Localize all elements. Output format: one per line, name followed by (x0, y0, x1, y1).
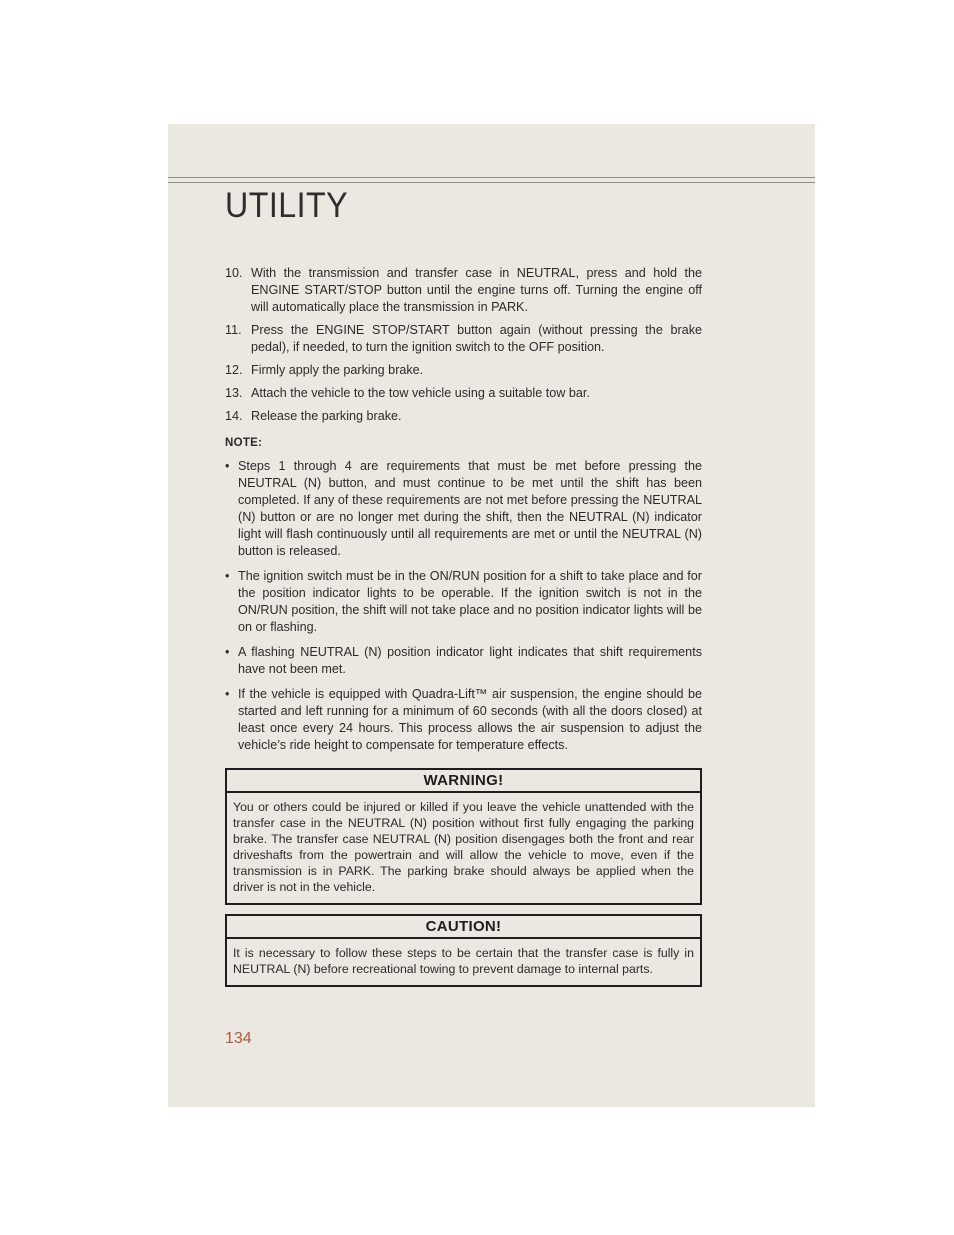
step-number: 13. (225, 386, 243, 400)
bullet-text: Steps 1 through 4 are requirements that must be met before pressing the NEUTRAL (N) button, and must continue to be met until the shift has been completed. If any of these requirements are not met before pressing the NEUTRAL (N) button or are no longer met during the shift, then the NEUTRAL (N) indicator light will flash continuously until all requirements are met or until the NEUTRAL (N) button is released. (238, 459, 702, 558)
step-number: 11. (225, 323, 242, 337)
warning-heading: WARNING! (227, 770, 700, 793)
caution-heading: CAUTION! (227, 916, 700, 939)
bullet-icon: • (225, 687, 230, 701)
step-number: 10. (225, 266, 243, 280)
bullet-icon: • (225, 459, 230, 473)
step-item (225, 265, 702, 316)
step-number: 14. (225, 409, 243, 423)
step-text: Attach the vehicle to the tow vehicle using a suitable tow bar. (251, 386, 590, 400)
header-rule-bottom (168, 182, 815, 183)
page-number: 134 (225, 1030, 252, 1047)
step-item (225, 408, 702, 425)
step-item (225, 322, 702, 356)
caution-box (225, 914, 702, 987)
bullet-text: A flashing NEUTRAL (N) position indicator light indicates that shift requirements have not been met. (238, 645, 702, 676)
note-bullet (225, 458, 702, 560)
content (225, 265, 702, 987)
note-bullet (225, 686, 702, 754)
step-text: Firmly apply the parking brake. (251, 363, 424, 377)
header-rule-top (168, 177, 815, 178)
note-bullet (225, 644, 702, 678)
step-item (225, 385, 702, 402)
step-item (225, 362, 702, 379)
bullet-text: The ignition switch must be in the ON/RUN position for a shift to take place and for the position indicator lights to be operable. If the ignition switch is not in the ON/RUN position, the shift will not take place and no position indicator lights will be on or flashing. (238, 569, 702, 634)
step-text: Press the ENGINE STOP/START button again (without pressing the brake pedal), if needed, to turn the ignition switch to the OFF position. (251, 323, 702, 354)
step-number: 12. (225, 363, 243, 377)
note-heading: NOTE: (225, 437, 263, 449)
bullet-icon: • (225, 645, 230, 659)
bullet-icon: • (225, 569, 230, 583)
bullet-text: If the vehicle is equipped with Quadra-Lift™ air suspension, the engine should be started and left running for a minimum of 60 seconds (with all the doors closed) at least once every 24 hours. This process allows the air suspension to adjust the vehicle’s ride height to compensate for temperature effects. (238, 687, 702, 752)
manual-page (168, 124, 815, 1107)
section-title: UTILITY (225, 186, 349, 225)
caution-text: It is necessary to follow these steps to be certain that the transfer case is fully in NEUTRAL (N) before recreational towing to prevent damage to internal parts. (233, 946, 694, 976)
warning-box (225, 768, 702, 905)
step-text: With the transmission and transfer case in NEUTRAL, press and hold the ENGINE START/STOP button until the engine turns off. Turning the engine off will automatically place the transmission in PARK. (251, 266, 702, 314)
note-bullet (225, 568, 702, 636)
warning-text: You or others could be injured or killed if you leave the vehicle unattended with the transfer case in the NEUTRAL (N) position without first fully engaging the parking brake. The transfer case NEUTRAL (N) position disengages both the front and rear driveshafts from the powertrain and will allow the vehicle to move, even if the transmission is in PARK. The parking brake should always be applied when the driver is not in the vehicle. (233, 800, 694, 894)
step-text: Release the parking brake. (251, 409, 402, 423)
